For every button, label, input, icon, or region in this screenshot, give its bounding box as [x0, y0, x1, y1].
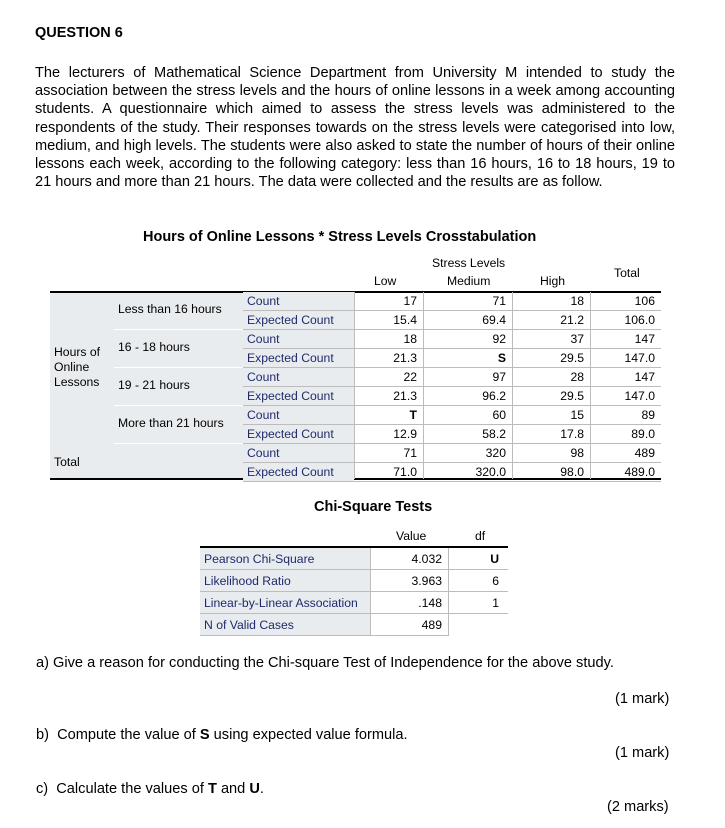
table-cell: 89 [641, 408, 655, 422]
table-cell: 69.4 [482, 313, 506, 327]
stat-label-expected: Expected Count [243, 349, 354, 368]
group-divider [114, 405, 243, 406]
question-b-marks: (1 mark) [615, 745, 670, 761]
col-header-low: Low [374, 274, 397, 288]
chi-df: U [490, 552, 499, 566]
chi-row-divider [200, 635, 448, 636]
table-cell: 60 [492, 408, 506, 422]
question-c-var-u: U [249, 781, 260, 797]
table-cell: 147 [634, 370, 655, 384]
stat-label-count: Count [243, 292, 354, 311]
question-title: QUESTION 6 [35, 25, 123, 41]
chi-value: 489 [421, 618, 442, 632]
group-divider [114, 329, 243, 330]
chi-value: 4.032 [411, 552, 442, 566]
crosstab-title: Hours of Online Lessons * Stress Levels Crosstabulation [143, 229, 537, 245]
table-cell: 320 [485, 446, 506, 460]
table-cell: 17 [403, 294, 417, 308]
question-b-variable: S [199, 727, 210, 743]
chi-row-label: N of Valid Cases [204, 618, 294, 632]
row-group-label: Hours of Online Lessons [54, 345, 101, 389]
table-cell: 71.0 [393, 465, 417, 479]
table-cell: 15 [570, 408, 584, 422]
chi-df: 1 [492, 596, 499, 610]
question-b-suffix: using expected value formula. [209, 727, 408, 743]
table-cell: 106.0 [624, 313, 655, 327]
table-cell: 29.5 [560, 389, 584, 403]
table-cell: 28 [570, 370, 584, 384]
stat-label-count: Count [243, 330, 354, 349]
row-label-16-18: 16 - 18 hours [118, 340, 190, 354]
col-header-total: Total [614, 266, 640, 280]
table-cell: 21.2 [560, 313, 584, 327]
stress-levels-header: Stress Levels [432, 256, 506, 270]
table-cell: 147.0 [624, 389, 655, 403]
chi-row-label: Likelihood Ratio [204, 574, 291, 588]
table-cell: 97 [492, 370, 506, 384]
table-cell: 37 [570, 332, 584, 346]
chi-column-divider [448, 548, 449, 636]
table-cell: 21.3 [393, 389, 417, 403]
table-cell: 17.8 [560, 427, 584, 441]
col-header-high: High [540, 274, 566, 288]
table-cell: 22 [403, 370, 417, 384]
stat-label-count: Count [243, 444, 354, 463]
question-a: a) Give a reason for conducting the Chi-square Test of Independence for the above study. [36, 655, 614, 671]
stat-label-expected: Expected Count [243, 311, 354, 330]
group-divider [114, 367, 243, 368]
table-cell: 29.5 [560, 351, 584, 365]
table-cell: 18 [570, 294, 584, 308]
table-cell: 15.4 [393, 313, 417, 327]
table-cell: 58.2 [482, 427, 506, 441]
table-cell: 12.9 [393, 427, 417, 441]
chi-value: .148 [418, 596, 442, 610]
chi-header-df: df [475, 529, 486, 543]
table-cell: 98 [570, 446, 584, 460]
column-divider [590, 292, 591, 479]
table-cell: S [497, 351, 506, 365]
row-divider [243, 481, 661, 482]
table-cell: 489.0 [624, 465, 655, 479]
question-c-mid: and [216, 781, 250, 797]
table-cell: 147 [634, 332, 655, 346]
chi-column-divider [370, 548, 371, 636]
stat-label-count: Count [243, 368, 354, 387]
row-label-less-than-16: Less than 16 hours [118, 302, 222, 316]
question-a-marks: (1 mark) [615, 691, 670, 707]
table-cell: 18 [403, 332, 417, 346]
table-cell: 147.0 [624, 351, 655, 365]
chi-row-label: Pearson Chi-Square [204, 552, 315, 566]
column-divider [423, 292, 424, 479]
table-cell: T [409, 408, 417, 422]
row-label-total: Total [54, 455, 80, 469]
stat-label-count: Count [243, 406, 354, 425]
col-header-medium: Medium [447, 274, 491, 288]
stat-label-expected: Expected Count [243, 425, 354, 444]
column-divider [354, 292, 355, 479]
question-b-prefix: b) Compute the value of [36, 727, 200, 743]
row-label-19-21: 19 - 21 hours [118, 378, 190, 392]
table-cell: 98.0 [560, 465, 584, 479]
chi-square-title: Chi-Square Tests [314, 499, 433, 515]
question-c-marks: (2 marks) [607, 799, 669, 815]
table-cell: 21.3 [393, 351, 417, 365]
stat-label-expected: Expected Count [243, 463, 354, 482]
chi-value: 3.963 [411, 574, 442, 588]
question-c-prefix: c) Calculate the values of [36, 781, 208, 797]
table-cell: 106 [634, 294, 655, 308]
row-label-more-than-21: More than 21 hours [118, 416, 224, 430]
intro-paragraph: The lecturers of Mathematical Science Department from University M intended to study the association between the stress levels and the hours of online lessons in a week among accounting students. A questionnaire which aimed to assess the stress levels was administered to the respondents of the study. Their responses towards on the stress levels were categorised into low, medium, and high levels. The students were also asked to state the number of hours of their online lessons each week, according to the following category: less than 16 hours, 16 to 18 hours, 19 to 21 hours and more than 21 hours. The data were collected and the results are as follow. [35, 65, 675, 191]
group-divider [114, 443, 243, 444]
chi-df [448, 614, 508, 636]
table-cell: 89.0 [631, 427, 655, 441]
chi-df: 6 [492, 574, 499, 588]
question-c-suffix: . [259, 781, 264, 797]
question-c [36, 781, 264, 797]
chi-header-value: Value [396, 529, 427, 543]
table-cell: 71 [403, 446, 417, 460]
table-cell: 96.2 [482, 389, 506, 403]
table-cell: 71 [492, 294, 506, 308]
table-cell: 320.0 [475, 465, 506, 479]
table-cell: 489 [634, 446, 655, 460]
table-cell: 92 [492, 332, 506, 346]
question-c-var-t: T [207, 781, 217, 797]
stat-label-expected: Expected Count [243, 387, 354, 406]
question-b [36, 727, 408, 743]
column-divider [512, 292, 513, 479]
chi-row-label: Linear-by-Linear Association [204, 596, 358, 610]
